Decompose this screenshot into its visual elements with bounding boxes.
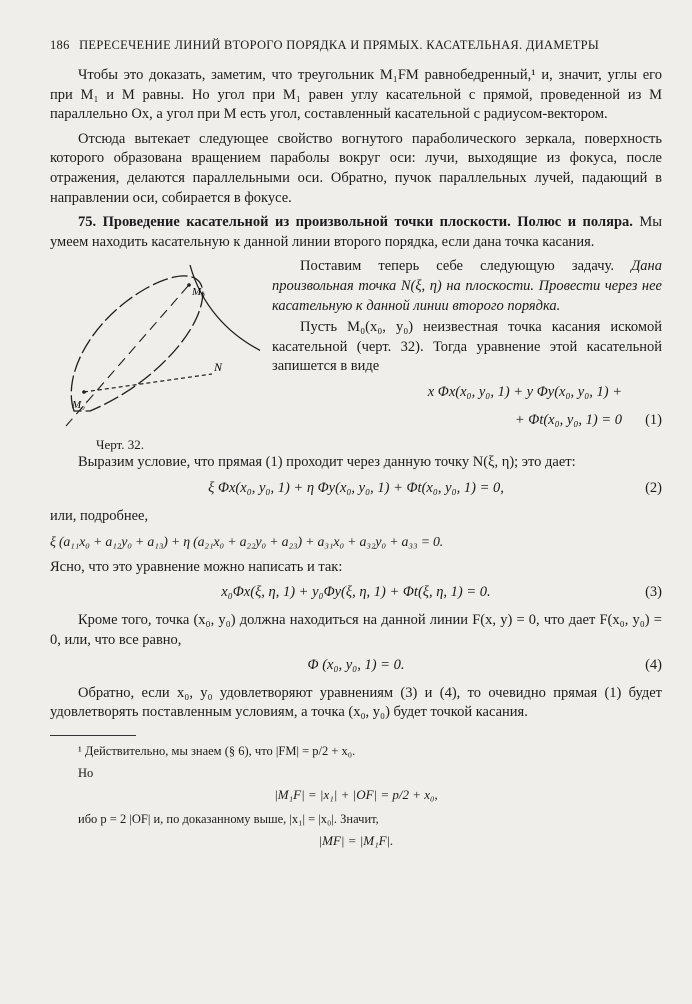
paragraph-clear: Ясно, что это уравнение можно написать и так:	[50, 558, 343, 575]
paragraph-or-detail: или, подробнее,	[50, 507, 149, 524]
page-body	[50, 66, 662, 856]
equation-1-number: (1)	[645, 411, 662, 428]
footnote-line-1: ¹ Действительно, мы знаем (§ 6), что |FM| = p/2 + x₀.	[78, 743, 356, 758]
equation-3-number: (3)	[645, 584, 662, 601]
equation-2-number: (2)	[645, 479, 662, 496]
paragraph-let: Пусть M₀(x₀, y₀) неизвестная точка касания искомой касательной (черт. 32). Тогда уравнение этой касательной запишется в виде	[272, 319, 662, 375]
equation-1-line-1: x Φx(x₀, y₀, 1) + y Φy(x₀, y₀, 1) +	[427, 383, 622, 400]
running-header	[50, 38, 662, 53]
paragraph-express: Выразим условие, что прямая (1) проходит через данную точку N(ξ, η); это дает:	[78, 454, 576, 471]
paragraph-proof: Чтобы это доказать, заметим, что треугольник M₁FM равнобедренный,¹ и, значит, углы его при M₁ и M равны. Но угол при M₁ равен углу касательной с прямой, проведенной из M параллельно Ox, а угол при M есть угол, составленный касательной с радиусом-вектором.	[50, 67, 662, 123]
figure-caption: Черт. 32.	[96, 437, 145, 453]
footnote-rule	[50, 735, 136, 736]
footnote-equation-last: |MF| = |M₁F|.	[318, 832, 394, 848]
footnote-equation: |M₁F| = |x₁| + |OF| = p/2 + x₀,	[274, 786, 438, 802]
footnote-line-2: Но	[78, 765, 94, 780]
equation-expanded: ξ (a₁₁x₀ + a₁₂y₀ + a₁₃) + η (a₂₁x₀ + a₂₂y₀ + a₂₃) + a₃₁x₀ + a₃₂y₀ + a₃₃ = 0.	[50, 534, 444, 550]
tangent-line-1	[190, 265, 260, 356]
equation-3: x₀Φx(ξ, η, 1) + y₀Φy(ξ, η, 1) + Φt(ξ, η, 1) = 0. (3)	[50, 583, 662, 603]
running-title: ПЕРЕСЕЧЕНИЕ ЛИНИЙ ВТОРОГО ПОРЯДКА И ПРЯМЫХ. КАСАТЕЛЬНАЯ. ДИАМЕТРЫ	[79, 38, 600, 52]
section-lead: Мы умеем находить касательную к данной линии второго порядка, если дана точка касания.	[50, 214, 662, 250]
paragraph-mirror-property: Отсюда вытекает следующее свойство вогнутого параболического зеркала, поверхность которого образована вращением параболы вокруг оси: лучи, выходящие из фокуса, после отражения, делаются параллельными оси. Обратно, пучок параллельных лучей, падающий в направлении оси, собирается в фокусе.	[50, 130, 662, 206]
task-statement: Дана произвольная точка N(ξ, η) на плоскости. Провести через нее касательную к данной линии второго порядка.	[272, 258, 662, 314]
point-m0	[187, 284, 191, 288]
footnote-line-3: ибо p = 2 |OF| и, по доказанному выше, |x₁| = |x₀|. Значит,	[78, 811, 379, 826]
equation-4-number: (4)	[645, 657, 662, 674]
equation-1-line-2: + Φt(x₀, y₀, 1) = 0 (1)	[272, 411, 662, 431]
figure-32	[50, 261, 260, 453]
equation-4: Φ (x₀, y₀, 1) = 0. (4)	[50, 656, 662, 676]
figure-32-drawing	[50, 261, 260, 453]
section-75	[50, 213, 662, 252]
point-m0-prime	[82, 391, 86, 395]
label-m0-prime: M₀′	[72, 399, 88, 412]
section-title: 75. Проведение касательной из произвольной точки плоскости. Полюс и поляра.	[78, 214, 633, 231]
page-number: 186	[50, 38, 70, 52]
footnote	[50, 742, 662, 850]
paragraph-converse: Обратно, если x₀, y₀ удовлетворяют уравнениям (3) и (4), то очевидно прямая (1) будет удовлетворять поставленным условиям, а точка (x₀, y₀) будет точкой касания.	[50, 684, 662, 721]
label-m0: M₀	[192, 286, 205, 299]
task-lead: Поставим теперь себе следующую задачу.	[300, 258, 614, 275]
label-n: N	[214, 360, 223, 375]
paragraph-besides: Кроме того, точка (x₀, y₀) должна находиться на данной линии F(x, y) = 0, что дает F(x₀, y₀) = 0, или, что все равно,	[50, 611, 662, 648]
equation-2: ξ Φx(x₀, y₀, 1) + η Φy(x₀, y₀, 1) + Φt(x₀, y₀, 1) = 0, (2)	[50, 479, 662, 499]
